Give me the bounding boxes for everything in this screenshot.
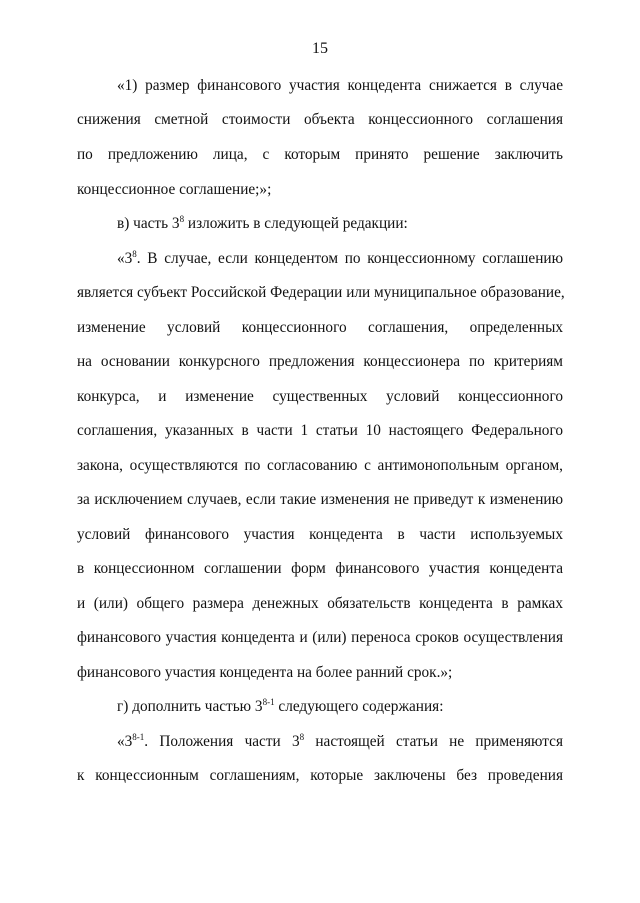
text-line: к концессионным соглашениям, которые заключены без проведения: [77, 767, 563, 784]
text-line: «$3^8$. В случае, если концедентом по концессионному соглашению: [117, 249, 563, 267]
text-line: в концессионном соглашении форм финансового участия концедента: [77, 560, 563, 577]
text-line: на основании конкурсного предложения концессионера по критериям: [77, 353, 563, 370]
text-line: закона, осуществляются по согласованию с антимонопольным органом,: [77, 457, 563, 474]
text-line: за исключением случаев, если такие изменения не приведут к изменению: [77, 491, 563, 508]
text-line: г) дополнить частью 3$^{8-1}$ следующего содержания:: [117, 697, 444, 715]
text-line: финансового участия концедента на более ранний срок.»;: [77, 664, 453, 681]
page-number: 15: [312, 40, 328, 57]
text-line: концессионное соглашение;»;: [77, 181, 272, 198]
text-line: в) часть $3^8$ изложить в следующей редакции:: [117, 214, 408, 232]
text-line: условий финансового участия концедента в части используемых: [77, 526, 563, 543]
text-line: соглашения, указанных в части 1 статьи 10 настоящего Федерального: [77, 422, 563, 439]
text-line: и (или) общего размера денежных обязательств концедента в рамках: [77, 595, 563, 612]
text-line: «3$^{8-1}$. Положения части $3^8$ настоящей статьи не применяются: [117, 732, 563, 750]
text-line: финансового участия концедента и (или) переноса сроков осуществления: [77, 629, 563, 646]
text-line: снижения сметной стоимости объекта концессионного соглашения: [77, 111, 563, 128]
text-line: по предложению лица, с которым принято решение заключить: [77, 146, 563, 163]
text-line: является субъект Российской Федерации или муниципальное образование,: [77, 284, 565, 301]
text-line: изменение условий концессионного соглашения, определенных: [77, 319, 563, 336]
text-line: конкурса, и изменение существенных условий концессионного: [77, 388, 563, 405]
text-line: «1) размер финансового участия концедента снижается в случае: [117, 77, 563, 94]
